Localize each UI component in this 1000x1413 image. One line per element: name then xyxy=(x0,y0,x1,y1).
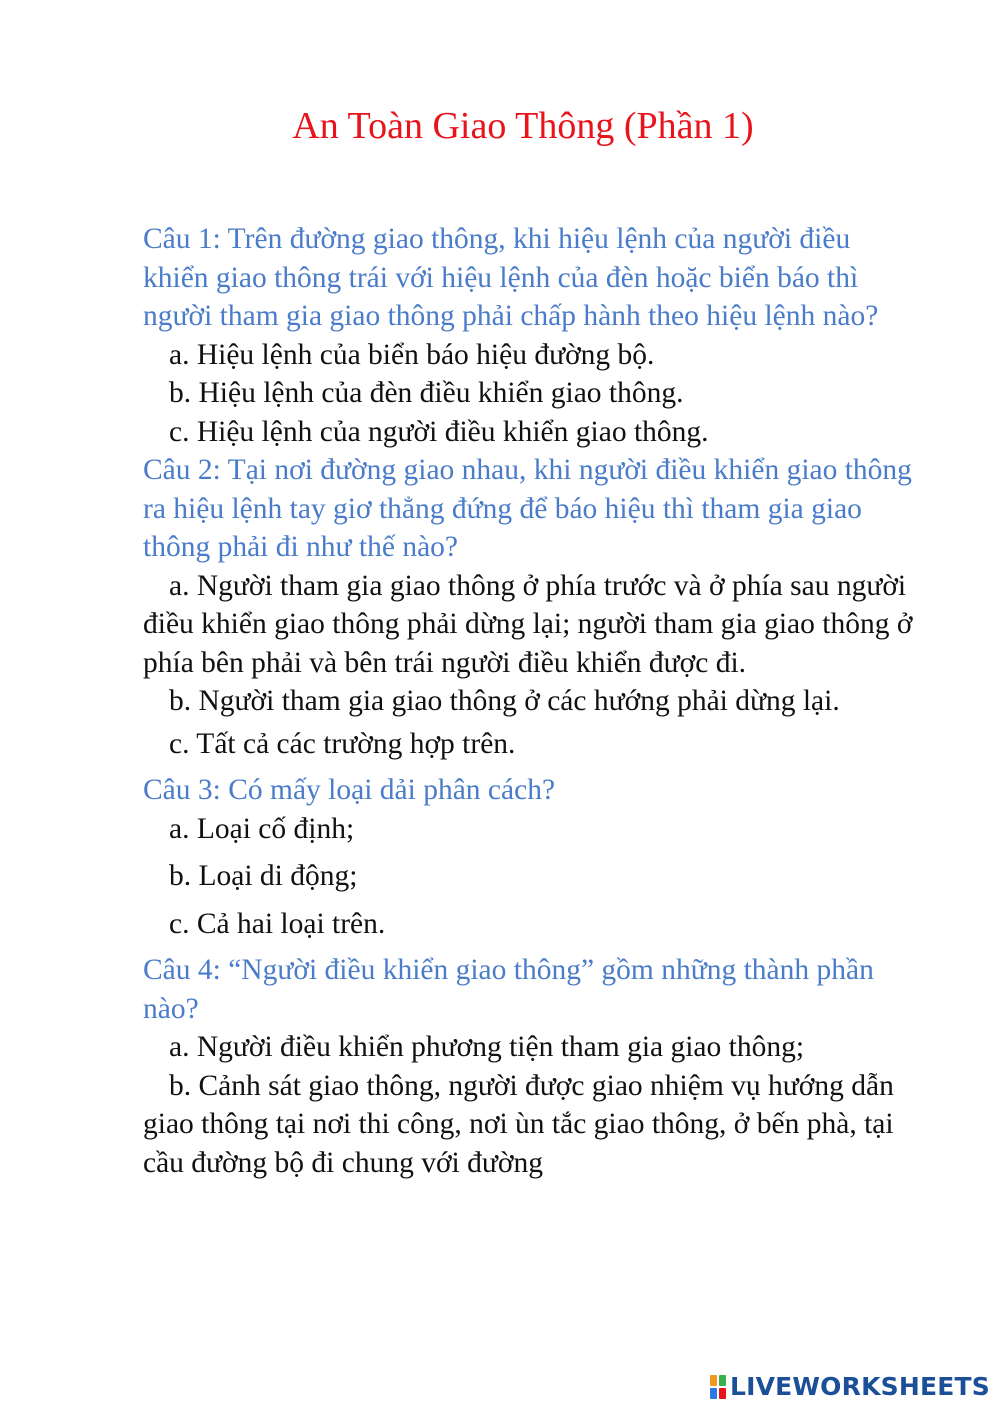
question-list xyxy=(143,220,913,1182)
answer-option[interactable]: a. Người điều khiển phương tiện tham gia giao thông; xyxy=(169,1031,805,1063)
question-block xyxy=(143,771,913,943)
answer-option[interactable]: c. Cả hai loại trên. xyxy=(169,907,386,940)
page-title: An Toàn Giao Thông (Phần 1) xyxy=(292,105,754,147)
question-block xyxy=(143,220,913,451)
answer-option[interactable]: b. Người tham gia giao thông ở các hướng phải dừng lại. xyxy=(169,685,840,717)
question-block xyxy=(143,951,913,1182)
liveworksheets-logo-icon xyxy=(710,1375,726,1399)
answer-option[interactable]: c. Hiệu lệnh của người điều khiển giao thông. xyxy=(169,415,709,448)
question-text: Câu 3: Có mấy loại dải phân cách? xyxy=(143,774,556,806)
answer-option[interactable]: c. Tất cả các trường hợp trên. xyxy=(169,727,516,760)
brand-text: LIVEWORKSHEETS xyxy=(729,1372,990,1401)
question-block xyxy=(143,451,913,763)
answer-option[interactable]: a. Loại cố định; xyxy=(169,812,355,845)
answer-option[interactable]: b. Hiệu lệnh của đèn điều khiển giao thông. xyxy=(169,377,684,409)
answer-option[interactable]: b. Loại di động; xyxy=(169,860,358,892)
question-text: Câu 4: “Người điều khiển giao thông” gồm những thành phần nào? xyxy=(143,954,874,1025)
question-text: Câu 2: Tại nơi đường giao nhau, khi người điều khiển giao thông ra hiệu lệnh tay giơ thẳng đứng để báo hiệu thì tham gia giao thông phải đi như thế nào? xyxy=(143,454,912,563)
liveworksheets-brand xyxy=(710,1372,990,1401)
answer-option[interactable]: b. Cảnh sát giao thông, người được giao nhiệm vụ hướng dẫn giao thông tại nơi thi công, nơi ùn tắc giao thông, ở bến phà, tại cầu đường bộ đi chung với đường xyxy=(143,1069,894,1179)
question-text: Câu 1: Trên đường giao thông, khi hiệu lệnh của người điều khiển giao thông trái với hiệu lệnh của đèn hoặc biển báo thì người tham gia giao thông phải chấp hành theo hiệu lệnh nào? xyxy=(143,223,879,332)
answer-option[interactable]: a. Người tham gia giao thông ở phía trước và ở phía sau người điều khiển giao thông phải dừng lại; người tham gia giao thông ở phía bên phải và bên trái người điều khiển được đi. xyxy=(143,569,913,679)
answer-option[interactable]: a. Hiệu lệnh của biển báo hiệu đường bộ. xyxy=(169,338,655,371)
